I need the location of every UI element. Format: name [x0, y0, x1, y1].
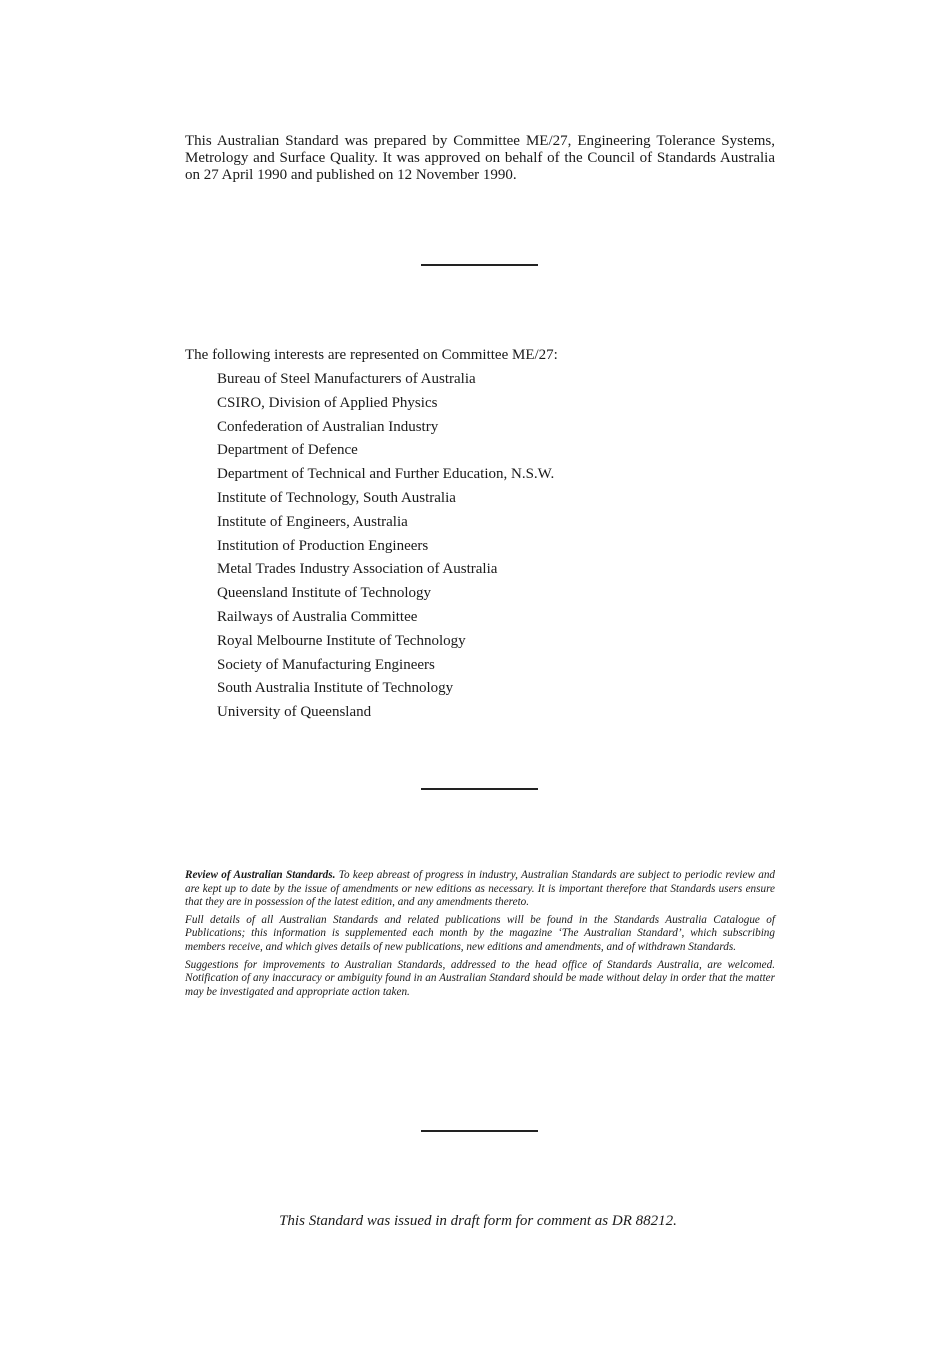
section-divider [421, 1130, 538, 1132]
list-item: South Australia Institute of Technology [217, 680, 454, 697]
preparation-note: This Australian Standard was prepared by Committee ME/27, Engineering Tolerance Systems, Metrology and Surface Quality. It was approved on behalf of the Council of Standards Australia on 27 April 1990 and published on 12 November 1990. [185, 133, 775, 183]
list-item: Metal Trades Industry Association of Australia [217, 561, 498, 578]
review-paragraph: Suggestions for improvements to Australian Standards, addressed to the head office of Standards Australia, are welcomed. Notification of any inaccuracy or ambiguity found in an Australian Standard should be made without delay in order that the matter may be investigated and appropriate action taken. [185, 958, 775, 998]
review-paragraph: Full details of all Australian Standards and related publications will be found in the Standards Australia Catalogue of Publications; this information is supplemented each month by the magazine ‘The Australian Standard’, which subscribing members receive, and which gives details of new publications, new editions and amendments, and of withdrawn Standards. [185, 913, 775, 953]
list-item: Bureau of Steel Manufacturers of Australia [217, 371, 476, 387]
section-divider [421, 788, 538, 790]
review-paragraph [185, 869, 775, 910]
draft-note: This Standard was issued in draft form for comment as DR 88212. [279, 1213, 677, 1229]
interests-list [217, 369, 554, 726]
list-item: University of Queensland [217, 704, 372, 721]
list-item: Institute of Engineers, Australia [217, 513, 408, 530]
list-item: Royal Melbourne Institute of Technology [217, 632, 466, 649]
list-item: CSIRO, Division of Applied Physics [217, 394, 438, 411]
list-item: Institution of Production Engineers [217, 537, 429, 554]
section-divider [421, 264, 538, 266]
list-item: Department of Technical and Further Education, N.S.W. [217, 466, 555, 483]
review-text: To keep abreast of progress in industry, Australian Standards are subject to periodic review and are kept up to date by the issue of amendments or new editions as necessary. It is important therefore that Standards users ensure that they are in possession of the latest edition, and any amendments thereto. [185, 869, 776, 909]
list-item: Railways of Australia Committee [217, 608, 418, 625]
list-item: Department of Defence [217, 442, 358, 459]
list-item: Society of Manufacturing Engineers [217, 656, 435, 673]
list-item: Institute of Technology, South Australia [217, 489, 456, 506]
list-item: Confederation of Australian Industry [217, 418, 439, 435]
review-heading: Review of Australian Standards. [185, 869, 336, 881]
list-item: Queensland Institute of Technology [217, 585, 432, 602]
review-notice [185, 869, 775, 1003]
interests-intro: The following interests are represented on Committee ME/27: [185, 347, 558, 363]
